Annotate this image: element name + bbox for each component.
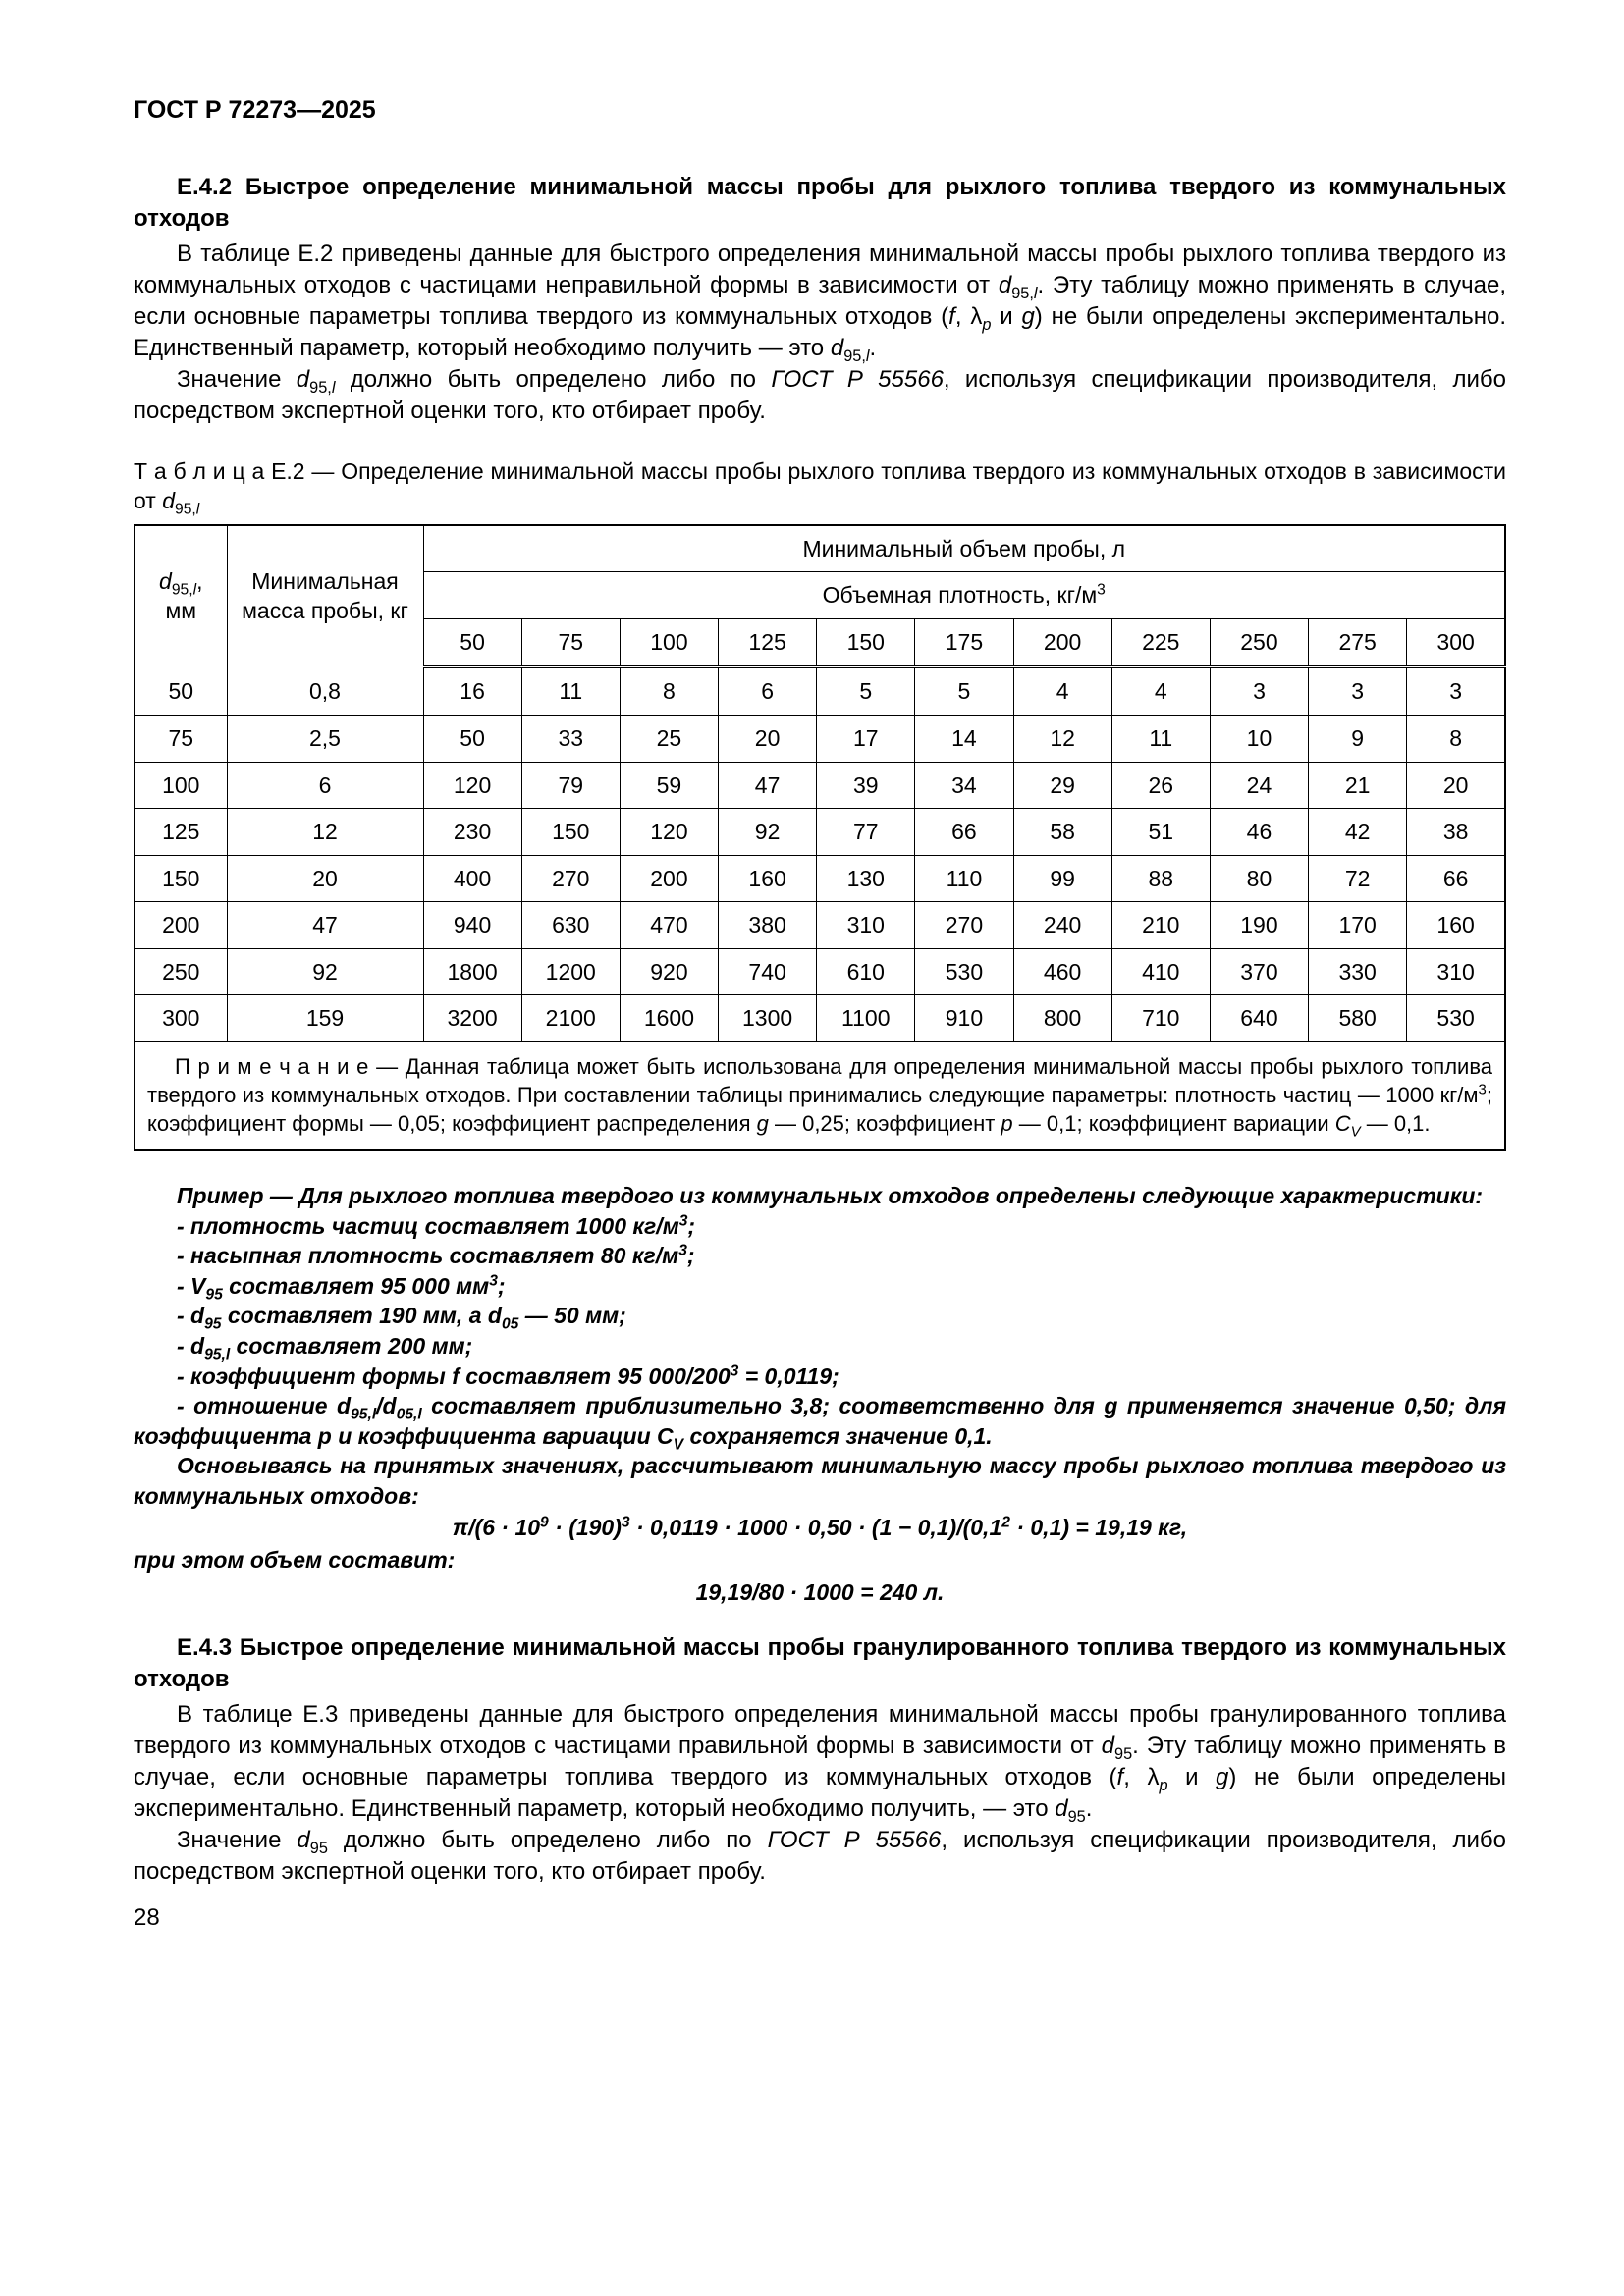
density-column-header: 75 bbox=[521, 618, 620, 667]
density-column-header: 300 bbox=[1407, 618, 1505, 667]
example-list-item: - плотность частиц составляет 1000 $кг/м^3$; bbox=[177, 1212, 696, 1239]
cell-min-mass: 20 bbox=[227, 855, 423, 902]
example-formula-volume: 19,19/80 · 1000 = 240 л. bbox=[695, 1578, 945, 1605]
cell-min-volume: 42 bbox=[1309, 809, 1407, 856]
cell-min-volume: 29 bbox=[1013, 762, 1111, 809]
table-row bbox=[135, 715, 1505, 762]
cell-min-volume: 1300 bbox=[719, 995, 817, 1042]
cell-min-volume: 25 bbox=[620, 715, 718, 762]
cell-min-volume: 14 bbox=[915, 715, 1013, 762]
cell-min-volume: 92 bbox=[719, 809, 817, 856]
section-e43-para2: Значение $d_{95}$ должно быть определено либо по ГОСТ Р 55566, используя спецификации производителя, либо посредством экспертной оценки того, кто отбирает пробу. bbox=[134, 1826, 1506, 1885]
cell-min-volume: 51 bbox=[1111, 809, 1210, 856]
cell-min-volume: 59 bbox=[620, 762, 718, 809]
table-note-row bbox=[135, 1042, 1505, 1151]
cell-min-volume: 150 bbox=[521, 809, 620, 856]
cell-min-volume: 38 bbox=[1407, 809, 1505, 856]
cell-min-volume: 580 bbox=[1309, 995, 1407, 1042]
cell-min-volume: 3200 bbox=[423, 995, 521, 1042]
cell-min-volume: 9 bbox=[1309, 715, 1407, 762]
cell-min-volume: 33 bbox=[521, 715, 620, 762]
cell-min-volume: 210 bbox=[1111, 902, 1210, 949]
example-list-item: - отношение $d_{95,l}/d_{05,l}$ составляет приблизительно 3,8; соответственно для g применяется значение 0,50; для коэффициента p и коэффициента вариации $C_V$ сохраняется значение 0,1. bbox=[134, 1393, 1506, 1454]
cell-min-volume: 120 bbox=[423, 762, 521, 809]
cell-min-volume: 330 bbox=[1309, 948, 1407, 995]
col-header-min-volume: Минимальный объем пробы, л bbox=[423, 525, 1505, 572]
cell-min-volume: 26 bbox=[1111, 762, 1210, 809]
cell-min-volume: 380 bbox=[719, 902, 817, 949]
example-list-item: - коэффициент формы f составляет 95 $000/200^3 = 0,0119$; bbox=[177, 1362, 839, 1389]
cell-min-volume: 58 bbox=[1013, 809, 1111, 856]
cell-min-volume: 5 bbox=[817, 667, 915, 715]
cell-min-volume: 80 bbox=[1210, 855, 1308, 902]
cell-min-volume: 39 bbox=[817, 762, 915, 809]
table-row bbox=[135, 902, 1505, 949]
density-column-header: 275 bbox=[1309, 618, 1407, 667]
cell-min-volume: 8 bbox=[620, 667, 718, 715]
table-e2-header bbox=[135, 525, 1505, 667]
example-list-item: - насыпная плотность составляет 80 $кг/м^3$; bbox=[177, 1242, 695, 1269]
cell-min-volume: 20 bbox=[1407, 762, 1505, 809]
cell-min-volume: 1200 bbox=[521, 948, 620, 995]
cell-min-volume: 3 bbox=[1210, 667, 1308, 715]
table-e2-body bbox=[135, 667, 1505, 1041]
cell-min-mass: 92 bbox=[227, 948, 423, 995]
cell-min-volume: 88 bbox=[1111, 855, 1210, 902]
cell-min-volume: 920 bbox=[620, 948, 718, 995]
density-column-header: 50 bbox=[423, 618, 521, 667]
cell-min-volume: 66 bbox=[1407, 855, 1505, 902]
cell-min-volume: 160 bbox=[719, 855, 817, 902]
cell-d95l: 125 bbox=[135, 809, 227, 856]
example-list-item: - $V_{95}$ составляет 95 000 $мм^3$; bbox=[177, 1272, 506, 1304]
cell-min-volume: 1800 bbox=[423, 948, 521, 995]
density-column-header: 200 bbox=[1013, 618, 1111, 667]
cell-min-volume: 12 bbox=[1013, 715, 1111, 762]
table-note: П р и м е ч а н и е — Данная таблица может быть использована для определения минимальной массы пробы рыхлого топлива твердого из коммунальных отходов. При составлении таблицы принимались следующие параметры: плотность частиц — 1000 $кг/м^3$; коэффициент формы — 0,05; коэффициент распределения g — 0,25; коэффициент p — 0,1; коэффициент вариации $C_V$ — 0,1. bbox=[135, 1042, 1505, 1151]
cell-min-volume: 16 bbox=[423, 667, 521, 715]
cell-d95l: 100 bbox=[135, 762, 227, 809]
cell-min-volume: 310 bbox=[1407, 948, 1505, 995]
cell-min-volume: 11 bbox=[1111, 715, 1210, 762]
density-column-header: 250 bbox=[1210, 618, 1308, 667]
cell-min-volume: 99 bbox=[1013, 855, 1111, 902]
cell-min-volume: 17 bbox=[817, 715, 915, 762]
cell-min-volume: 400 bbox=[423, 855, 521, 902]
density-column-header: 175 bbox=[915, 618, 1013, 667]
cell-min-volume: 11 bbox=[521, 667, 620, 715]
cell-d95l: 200 bbox=[135, 902, 227, 949]
cell-min-volume: 3 bbox=[1407, 667, 1505, 715]
cell-min-volume: 170 bbox=[1309, 902, 1407, 949]
cell-min-volume: 72 bbox=[1309, 855, 1407, 902]
cell-min-volume: 8 bbox=[1407, 715, 1505, 762]
cell-min-volume: 20 bbox=[719, 715, 817, 762]
cell-min-volume: 24 bbox=[1210, 762, 1308, 809]
example-intro: Пример — Для рыхлого топлива твердого из коммунальных отходов определены следующие характеристики: bbox=[177, 1183, 1484, 1209]
cell-min-volume: 46 bbox=[1210, 809, 1308, 856]
example-formula-mass: $\pi/(6 \cdot 10^9 \cdot (190)^3 \cdot 0,0119 \cdot 1000 \cdot 0,50 \cdot (1 - 0,1)/(0,1^2 \cdot 0,1) = 19,19$ кг, bbox=[452, 1514, 1188, 1541]
cell-min-volume: 4 bbox=[1111, 667, 1210, 715]
example-items-list bbox=[134, 1211, 1506, 1452]
cell-min-volume: 530 bbox=[915, 948, 1013, 995]
cell-min-volume: 34 bbox=[915, 762, 1013, 809]
cell-min-volume: 410 bbox=[1111, 948, 1210, 995]
cell-min-volume: 270 bbox=[915, 902, 1013, 949]
cell-min-mass: 0,8 bbox=[227, 667, 423, 715]
cell-min-volume: 2100 bbox=[521, 995, 620, 1042]
cell-min-volume: 640 bbox=[1210, 995, 1308, 1042]
cell-min-volume: 1100 bbox=[817, 995, 915, 1042]
table-row bbox=[135, 809, 1505, 856]
table-row bbox=[135, 995, 1505, 1042]
section-e42-para2: Значение $d_{95,l}$ должно быть определено либо по ГОСТ Р 55566, используя спецификации производителя, либо посредством экспертной оценки того, кто отбирает пробу. bbox=[134, 365, 1506, 424]
cell-min-volume: 66 bbox=[915, 809, 1013, 856]
table-row bbox=[135, 948, 1505, 995]
doc-code: ГОСТ Р 72273—2025 bbox=[134, 96, 376, 124]
cell-min-volume: 240 bbox=[1013, 902, 1111, 949]
cell-d95l: 250 bbox=[135, 948, 227, 995]
cell-min-volume: 5 bbox=[915, 667, 1013, 715]
page-number: 28 bbox=[134, 1904, 160, 1932]
cell-min-mass: 6 bbox=[227, 762, 423, 809]
cell-min-mass: 12 bbox=[227, 809, 423, 856]
section-e42-heading: Е.4.2 Быстрое определение минимальной массы пробы для рыхлого топлива твердого из коммунальных отходов bbox=[134, 174, 1506, 233]
table-row bbox=[135, 762, 1505, 809]
cell-min-volume: 160 bbox=[1407, 902, 1505, 949]
example-calc-intro: Основываясь на принятых значениях, рассчитывают минимальную массу пробы рыхлого топлива твердого из коммунальных отходов: bbox=[134, 1453, 1506, 1509]
cell-min-volume: 610 bbox=[817, 948, 915, 995]
cell-min-volume: 1600 bbox=[620, 995, 718, 1042]
density-column-header: 225 bbox=[1111, 618, 1210, 667]
cell-min-volume: 270 bbox=[521, 855, 620, 902]
density-column-header: 125 bbox=[719, 618, 817, 667]
cell-min-volume: 800 bbox=[1013, 995, 1111, 1042]
table-row bbox=[135, 855, 1505, 902]
cell-min-volume: 370 bbox=[1210, 948, 1308, 995]
section-e43-heading: Е.4.3 Быстрое определение минимальной массы пробы гранулированного топлива твердого из коммунальных отходов bbox=[134, 1634, 1506, 1693]
cell-min-volume: 79 bbox=[521, 762, 620, 809]
cell-min-mass: 159 bbox=[227, 995, 423, 1042]
cell-min-volume: 4 bbox=[1013, 667, 1111, 715]
cell-min-volume: 120 bbox=[620, 809, 718, 856]
cell-min-volume: 77 bbox=[817, 809, 915, 856]
table-e2-note-section bbox=[135, 1042, 1505, 1151]
table-row bbox=[135, 667, 1505, 715]
cell-min-volume: 50 bbox=[423, 715, 521, 762]
cell-d95l: 50 bbox=[135, 667, 227, 715]
example-list-item: - $d_{95,l}$ составляет 200 мм; bbox=[177, 1333, 473, 1363]
col-header-min-mass: Минимальная масса пробы, кг bbox=[227, 525, 423, 667]
cell-min-mass: 2,5 bbox=[227, 715, 423, 762]
example-block bbox=[134, 1181, 1506, 1607]
cell-min-volume: 200 bbox=[620, 855, 718, 902]
cell-min-volume: 530 bbox=[1407, 995, 1505, 1042]
table-header-row-1 bbox=[135, 525, 1505, 572]
cell-min-volume: 460 bbox=[1013, 948, 1111, 995]
cell-min-volume: 21 bbox=[1309, 762, 1407, 809]
col-header-density: Объемная плотность, $кг/м^3$ bbox=[423, 572, 1505, 619]
cell-d95l: 150 bbox=[135, 855, 227, 902]
cell-min-volume: 940 bbox=[423, 902, 521, 949]
cell-d95l: 75 bbox=[135, 715, 227, 762]
cell-min-volume: 470 bbox=[620, 902, 718, 949]
section-e43-para1: В таблице Е.3 приведены данные для быстрого определения минимальной массы пробы гранулированного топлива твердого из коммунальных отходов с частицами правильной формы в зависимости от $d_{95}$. Эту таблицу можно применять в случае, если основные параметры топлива твердого из коммунальных отходов (f, $\lambda_p$ и g) не были определены экспериментально. Единственный параметр, который необходимо получить, — это $d_{95}$. bbox=[134, 1701, 1506, 1826]
density-column-header: 100 bbox=[620, 618, 718, 667]
example-list-item: - $d_{95}$ составляет 190 мм, а $d_{05}$ — 50 мм; bbox=[177, 1303, 626, 1334]
cell-min-volume: 910 bbox=[915, 995, 1013, 1042]
density-column-header: 150 bbox=[817, 618, 915, 667]
cell-min-volume: 110 bbox=[915, 855, 1013, 902]
table-e2 bbox=[134, 524, 1506, 1151]
cell-min-volume: 740 bbox=[719, 948, 817, 995]
cell-min-volume: 190 bbox=[1210, 902, 1308, 949]
col-header-d95l: $d_{95,l}$, мм bbox=[135, 525, 227, 667]
cell-min-volume: 10 bbox=[1210, 715, 1308, 762]
cell-min-volume: 47 bbox=[719, 762, 817, 809]
cell-min-volume: 130 bbox=[817, 855, 915, 902]
cell-min-volume: 3 bbox=[1309, 667, 1407, 715]
cell-min-mass: 47 bbox=[227, 902, 423, 949]
cell-min-volume: 710 bbox=[1111, 995, 1210, 1042]
cell-min-volume: 230 bbox=[423, 809, 521, 856]
cell-min-volume: 630 bbox=[521, 902, 620, 949]
cell-min-volume: 310 bbox=[817, 902, 915, 949]
cell-min-volume: 6 bbox=[719, 667, 817, 715]
example-volume-line: при этом объем составит: bbox=[134, 1547, 456, 1574]
section-e42-para1: В таблице Е.2 приведены данные для быстрого определения минимальной массы пробы рыхлого топлива твердого из коммунальных отходов с частицами неправильной формы в зависимости от $d_{95,l}$. Эту таблицу можно применять в случае, если основные параметры топлива твердого из коммунальных отходов (f, $\lambda_p$ и g) не были определены экспериментально. Единственный параметр, который необходимо получить — это $d_{95,l}$. bbox=[134, 240, 1507, 365]
table-e2-caption: Т а б л и ц а Е.2 — Определение минимальной массы пробы рыхлого топлива твердого из коммунальных отходов в зависимости от $d_{95,l}$ bbox=[134, 457, 1506, 518]
cell-d95l: 300 bbox=[135, 995, 227, 1042]
